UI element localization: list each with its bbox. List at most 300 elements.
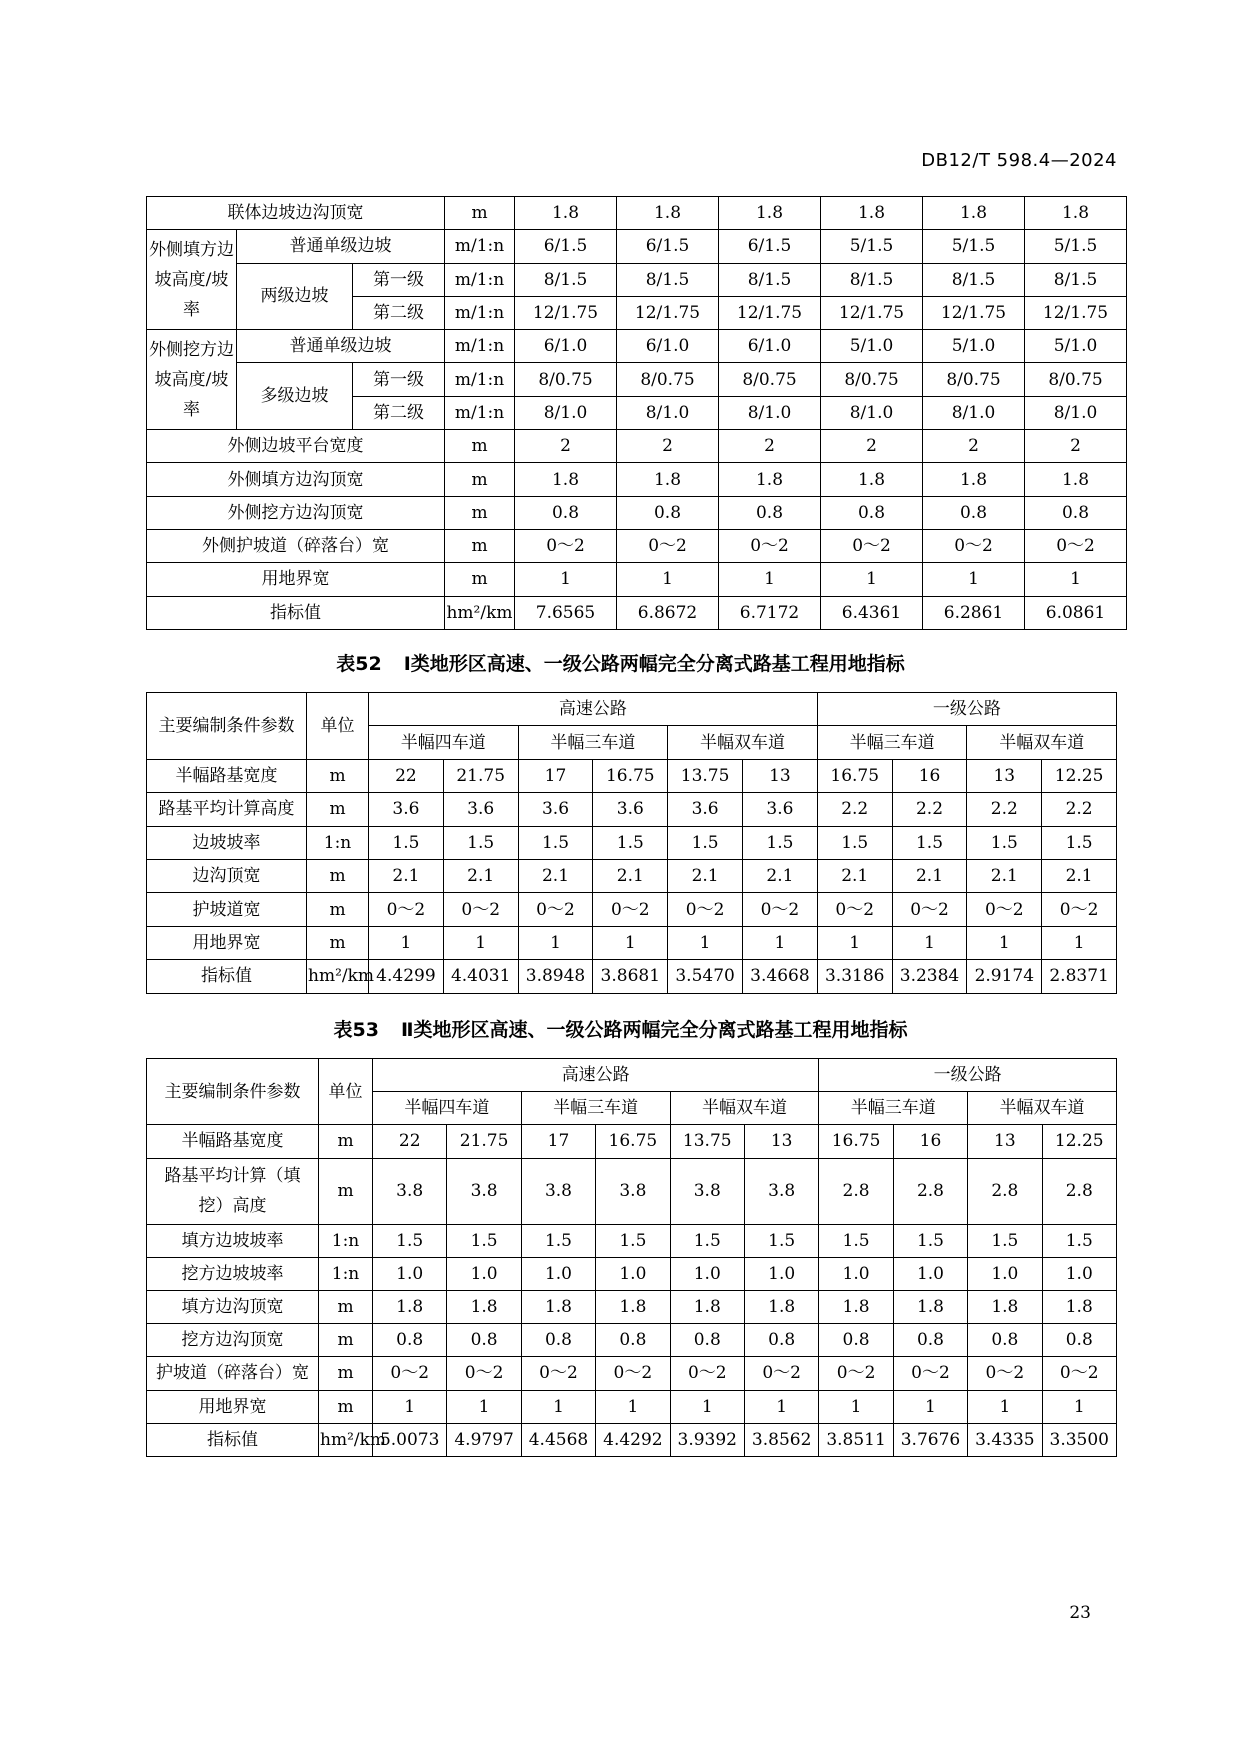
value-cell: 0～2 <box>1042 893 1117 926</box>
table-row <box>147 1324 1117 1357</box>
value-cell: 1.5 <box>670 1224 744 1257</box>
unit-cell: m <box>319 1125 373 1158</box>
value-cell: 1.8 <box>923 197 1025 230</box>
value-cell: 3.8562 <box>744 1423 818 1456</box>
table-row <box>147 496 1127 529</box>
unit-cell: m <box>445 430 515 463</box>
unit-cell: m <box>445 197 515 230</box>
value-cell: 1 <box>521 1390 595 1423</box>
value-cell: 5.0073 <box>373 1423 447 1456</box>
sub-label: 普通单级边坡 <box>237 230 445 263</box>
value-cell: 1.0 <box>1042 1257 1116 1290</box>
value-cell: 0～2 <box>719 529 821 562</box>
page-number: 23 <box>1069 1603 1091 1623</box>
value-cell: 3.8948 <box>518 960 593 993</box>
value-cell: 1.8 <box>515 197 617 230</box>
value-cell: 1.5 <box>744 1224 818 1257</box>
value-cell: 1.8 <box>719 463 821 496</box>
value-cell: 3.8 <box>744 1158 818 1224</box>
value-cell: 1.8 <box>596 1290 670 1323</box>
value-cell: 2 <box>617 430 719 463</box>
table-row <box>147 1390 1117 1423</box>
value-cell: 6.8672 <box>617 596 719 629</box>
value-cell: 0～2 <box>1025 529 1127 562</box>
value-cell: 1.5 <box>968 1224 1042 1257</box>
value-cell: 8/1.5 <box>821 263 923 296</box>
table-row <box>147 463 1127 496</box>
caption-text: Ⅰ类地形区高速、一级公路两幅完全分离式路基工程用地指标 <box>403 653 905 675</box>
value-cell: 13 <box>744 1125 818 1158</box>
value-cell: 8/1.5 <box>719 263 821 296</box>
value-cell: 2.9174 <box>967 960 1042 993</box>
value-cell: 0～2 <box>817 893 892 926</box>
value-cell: 0.8 <box>744 1324 818 1357</box>
value-cell: 2 <box>821 430 923 463</box>
row-label: 外侧护坡道（碎落台）宽 <box>147 529 445 562</box>
value-cell: 1 <box>968 1390 1042 1423</box>
value-cell: 2.2 <box>817 793 892 826</box>
header-group: 高速公路 <box>373 1059 819 1092</box>
row-label: 边坡坡率 <box>147 826 307 859</box>
value-cell: 2.1 <box>892 859 967 892</box>
value-cell: 1.5 <box>1042 1224 1116 1257</box>
value-cell: 6/1.0 <box>719 330 821 363</box>
header-sub: 半幅双车道 <box>968 1092 1117 1125</box>
value-cell: 3.4335 <box>968 1423 1042 1456</box>
table-row <box>147 330 1127 363</box>
value-cell: 21.75 <box>447 1125 521 1158</box>
row-label: 路基平均计算（填挖）高度 <box>147 1158 319 1224</box>
value-cell: 6/1.0 <box>617 330 719 363</box>
caption-number: 表53 <box>333 1019 379 1041</box>
value-cell: 13.75 <box>670 1125 744 1158</box>
value-cell: 1.8 <box>719 197 821 230</box>
value-cell: 1.0 <box>893 1257 967 1290</box>
value-cell: 1 <box>744 1390 818 1423</box>
value-cell: 0～2 <box>742 893 817 926</box>
value-cell: 1 <box>515 563 617 596</box>
value-cell: 1.0 <box>670 1257 744 1290</box>
value-cell: 3.9392 <box>670 1423 744 1456</box>
row-label: 挖方边坡坡率 <box>147 1257 319 1290</box>
value-cell: 2.8 <box>819 1158 893 1224</box>
value-cell: 22 <box>373 1125 447 1158</box>
value-cell: 8/0.75 <box>719 363 821 396</box>
value-cell: 3.8 <box>596 1158 670 1224</box>
value-cell: 1 <box>892 926 967 959</box>
value-cell: 12/1.75 <box>821 296 923 329</box>
value-cell: 2.1 <box>742 859 817 892</box>
header-sub: 半幅三车道 <box>518 726 668 759</box>
table-53 <box>146 1058 1117 1457</box>
header-group: 一级公路 <box>817 693 1116 726</box>
value-cell: 17 <box>521 1125 595 1158</box>
unit-cell: m <box>319 1324 373 1357</box>
value-cell: 2.2 <box>967 793 1042 826</box>
value-cell: 6/1.0 <box>515 330 617 363</box>
value-cell: 12.25 <box>1042 1125 1116 1158</box>
row-label: 护坡道宽 <box>147 893 307 926</box>
group-label: 外侧挖方边坡高度/坡率 <box>147 330 237 430</box>
value-cell: 1.0 <box>447 1257 521 1290</box>
value-cell: 0.8 <box>670 1324 744 1357</box>
value-cell: 1.8 <box>447 1290 521 1323</box>
value-cell: 8/0.75 <box>515 363 617 396</box>
value-cell: 8/1.5 <box>923 263 1025 296</box>
unit-cell: m <box>319 1390 373 1423</box>
unit-cell: m/1:n <box>445 330 515 363</box>
value-cell: 0.8 <box>447 1324 521 1357</box>
unit-cell: m <box>307 926 369 959</box>
value-cell: 1.5 <box>742 826 817 859</box>
value-cell: 1 <box>593 926 668 959</box>
value-cell: 1 <box>369 926 444 959</box>
value-cell: 0～2 <box>515 529 617 562</box>
value-cell: 1.8 <box>1042 1290 1116 1323</box>
table-row <box>147 759 1117 792</box>
value-cell: 1.5 <box>518 826 593 859</box>
value-cell: 2.1 <box>817 859 892 892</box>
table-row <box>147 563 1127 596</box>
table-row <box>147 197 1127 230</box>
table-row <box>147 1423 1117 1456</box>
value-cell: 1.8 <box>821 197 923 230</box>
table-row <box>147 529 1127 562</box>
header-sub: 半幅三车道 <box>819 1092 968 1125</box>
value-cell: 1.5 <box>593 826 668 859</box>
value-cell: 8/1.0 <box>1025 396 1127 429</box>
unit-cell: m/1:n <box>445 363 515 396</box>
header-sub: 半幅双车道 <box>967 726 1117 759</box>
value-cell: 1.8 <box>521 1290 595 1323</box>
value-cell: 3.8681 <box>593 960 668 993</box>
table-row <box>147 960 1117 993</box>
value-cell: 5/1.0 <box>821 330 923 363</box>
value-cell: 2.1 <box>1042 859 1117 892</box>
table-row <box>147 1158 1117 1224</box>
table-row <box>147 1224 1117 1257</box>
value-cell: 1 <box>617 563 719 596</box>
value-cell: 2 <box>719 430 821 463</box>
value-cell: 16.75 <box>593 759 668 792</box>
value-cell: 1.8 <box>821 463 923 496</box>
value-cell: 12/1.75 <box>617 296 719 329</box>
value-cell: 1.5 <box>892 826 967 859</box>
value-cell: 1.0 <box>373 1257 447 1290</box>
value-cell: 2.1 <box>593 859 668 892</box>
value-cell: 1.8 <box>819 1290 893 1323</box>
value-cell: 1 <box>1025 563 1127 596</box>
unit-cell: m/1:n <box>445 396 515 429</box>
value-cell: 3.8 <box>670 1158 744 1224</box>
table-row <box>147 1290 1117 1323</box>
table-row <box>147 926 1117 959</box>
row-label: 联体边坡边沟顶宽 <box>147 197 445 230</box>
value-cell: 2.8 <box>893 1158 967 1224</box>
value-cell: 3.8 <box>373 1158 447 1224</box>
table-row <box>147 1125 1117 1158</box>
row-label: 外侧填方边沟顶宽 <box>147 463 445 496</box>
value-cell: 1.8 <box>617 197 719 230</box>
value-cell: 2.2 <box>1042 793 1117 826</box>
value-cell: 1.5 <box>521 1224 595 1257</box>
value-cell: 4.4031 <box>443 960 518 993</box>
value-cell: 1.8 <box>1025 463 1127 496</box>
table-52-caption <box>0 649 1241 676</box>
table-row <box>147 793 1117 826</box>
value-cell: 1.5 <box>443 826 518 859</box>
value-cell: 1.5 <box>967 826 1042 859</box>
value-cell: 2 <box>1025 430 1127 463</box>
value-cell: 8/0.75 <box>1025 363 1127 396</box>
value-cell: 1.8 <box>373 1290 447 1323</box>
value-cell: 0～2 <box>819 1357 893 1390</box>
unit-cell: m <box>307 759 369 792</box>
value-cell: 3.6 <box>369 793 444 826</box>
table-row <box>147 1357 1117 1390</box>
value-cell: 8/1.0 <box>719 396 821 429</box>
value-cell: 1.8 <box>923 463 1025 496</box>
unit-cell: m <box>307 859 369 892</box>
value-cell: 2 <box>515 430 617 463</box>
value-cell: 12/1.75 <box>719 296 821 329</box>
value-cell: 1.0 <box>596 1257 670 1290</box>
value-cell: 6.4361 <box>821 596 923 629</box>
table-continued <box>146 196 1127 630</box>
value-cell: 3.8511 <box>819 1423 893 1456</box>
value-cell: 12/1.75 <box>923 296 1025 329</box>
unit-cell: m/1:n <box>445 263 515 296</box>
value-cell: 8/1.0 <box>617 396 719 429</box>
unit-cell: hm²/km <box>307 960 369 993</box>
value-cell: 0.8 <box>1042 1324 1116 1357</box>
header-unit: 单位 <box>319 1059 373 1125</box>
table-row <box>147 1257 1117 1290</box>
value-cell: 1.0 <box>744 1257 818 1290</box>
value-cell: 1 <box>742 926 817 959</box>
sub-label: 两级边坡 <box>237 263 353 330</box>
unit-cell: m/1:n <box>445 296 515 329</box>
value-cell: 0～2 <box>668 893 743 926</box>
unit-cell: m <box>319 1290 373 1323</box>
value-cell: 0.8 <box>923 496 1025 529</box>
document-code: DB12/T 598.4—2024 <box>921 150 1117 171</box>
value-cell: 1.0 <box>968 1257 1042 1290</box>
value-cell: 0～2 <box>744 1357 818 1390</box>
value-cell: 1.5 <box>668 826 743 859</box>
header-param: 主要编制条件参数 <box>147 693 307 760</box>
value-cell: 0.8 <box>1025 496 1127 529</box>
value-cell: 8/1.0 <box>821 396 923 429</box>
value-cell: 1.5 <box>596 1224 670 1257</box>
unit-cell: 1:n <box>307 826 369 859</box>
value-cell: 1.8 <box>893 1290 967 1323</box>
value-cell: 0.8 <box>617 496 719 529</box>
value-cell: 3.8 <box>521 1158 595 1224</box>
table-header-row <box>147 1059 1117 1092</box>
row-label: 路基平均计算高度 <box>147 793 307 826</box>
value-cell: 6.0861 <box>1025 596 1127 629</box>
value-cell: 12.25 <box>1042 759 1117 792</box>
unit-cell: m <box>307 793 369 826</box>
value-cell: 1 <box>719 563 821 596</box>
row-label: 护坡道（碎落台）宽 <box>147 1357 319 1390</box>
value-cell: 8/1.5 <box>515 263 617 296</box>
value-cell: 1.8 <box>1025 197 1127 230</box>
value-cell: 0.8 <box>821 496 923 529</box>
value-cell: 0～2 <box>1042 1357 1116 1390</box>
unit-cell: hm²/km <box>445 596 515 629</box>
value-cell: 4.4299 <box>369 960 444 993</box>
value-cell: 0～2 <box>821 529 923 562</box>
table-header-row <box>147 693 1117 726</box>
header-sub: 半幅三车道 <box>817 726 967 759</box>
value-cell: 0～2 <box>518 893 593 926</box>
value-cell: 1.8 <box>617 463 719 496</box>
value-cell: 1 <box>443 926 518 959</box>
header-sub: 半幅双车道 <box>670 1092 819 1125</box>
value-cell: 1 <box>817 926 892 959</box>
value-cell: 3.7676 <box>893 1423 967 1456</box>
value-cell: 8/1.5 <box>1025 263 1127 296</box>
value-cell: 2.8 <box>1042 1158 1116 1224</box>
sub-label: 多级边坡 <box>237 363 353 430</box>
value-cell: 12/1.75 <box>1025 296 1127 329</box>
value-cell: 3.6 <box>668 793 743 826</box>
value-cell: 1.8 <box>670 1290 744 1323</box>
row-label: 半幅路基宽度 <box>147 759 307 792</box>
value-cell: 5/1.5 <box>923 230 1025 263</box>
table-row <box>147 363 1127 396</box>
level-label: 第一级 <box>353 363 445 396</box>
unit-cell: m <box>307 893 369 926</box>
value-cell: 1 <box>819 1390 893 1423</box>
header-sub: 半幅四车道 <box>369 726 519 759</box>
value-cell: 0～2 <box>892 893 967 926</box>
value-cell: 12/1.75 <box>515 296 617 329</box>
value-cell: 1.8 <box>744 1290 818 1323</box>
value-cell: 1 <box>1042 926 1117 959</box>
row-label: 填方边坡坡率 <box>147 1224 319 1257</box>
value-cell: 1.0 <box>819 1257 893 1290</box>
header-group: 高速公路 <box>369 693 818 726</box>
table-52 <box>146 692 1117 994</box>
value-cell: 3.5470 <box>668 960 743 993</box>
row-label: 指标值 <box>147 1423 319 1456</box>
value-cell: 3.2384 <box>892 960 967 993</box>
value-cell: 0～2 <box>596 1357 670 1390</box>
value-cell: 13 <box>967 759 1042 792</box>
header-sub: 半幅四车道 <box>373 1092 522 1125</box>
value-cell: 16.75 <box>817 759 892 792</box>
level-label: 第二级 <box>353 396 445 429</box>
value-cell: 0.8 <box>968 1324 1042 1357</box>
value-cell: 1.5 <box>447 1224 521 1257</box>
value-cell: 6.7172 <box>719 596 821 629</box>
group-label: 外侧填方边坡高度/坡率 <box>147 230 237 330</box>
value-cell: 1 <box>967 926 1042 959</box>
unit-cell: hm²/km <box>319 1423 373 1456</box>
header-sub: 半幅双车道 <box>668 726 818 759</box>
header-param: 主要编制条件参数 <box>147 1059 319 1125</box>
value-cell: 7.6565 <box>515 596 617 629</box>
value-cell: 13 <box>968 1125 1042 1158</box>
value-cell: 0～2 <box>923 529 1025 562</box>
value-cell: 4.4568 <box>521 1423 595 1456</box>
value-cell: 0～2 <box>967 893 1042 926</box>
value-cell: 0～2 <box>521 1357 595 1390</box>
value-cell: 8/0.75 <box>821 363 923 396</box>
value-cell: 1 <box>596 1390 670 1423</box>
unit-cell: 1:n <box>319 1257 373 1290</box>
row-label: 填方边沟顶宽 <box>147 1290 319 1323</box>
value-cell: 0～2 <box>369 893 444 926</box>
value-cell: 0.8 <box>893 1324 967 1357</box>
header-sub: 半幅三车道 <box>521 1092 670 1125</box>
value-cell: 0～2 <box>670 1357 744 1390</box>
value-cell: 22 <box>369 759 444 792</box>
value-cell: 3.3500 <box>1042 1423 1116 1456</box>
value-cell: 0.8 <box>719 496 821 529</box>
value-cell: 8/1.0 <box>515 396 617 429</box>
value-cell: 1 <box>893 1390 967 1423</box>
table-row <box>147 859 1117 892</box>
value-cell: 16 <box>892 759 967 792</box>
header-unit: 单位 <box>307 693 369 760</box>
value-cell: 1 <box>668 926 743 959</box>
value-cell: 0～2 <box>617 529 719 562</box>
value-cell: 0.8 <box>515 496 617 529</box>
value-cell: 0.8 <box>521 1324 595 1357</box>
row-label: 挖方边沟顶宽 <box>147 1324 319 1357</box>
value-cell: 4.9797 <box>447 1423 521 1456</box>
value-cell: 1 <box>1042 1390 1116 1423</box>
value-cell: 1.0 <box>521 1257 595 1290</box>
table-53-caption <box>0 1015 1241 1042</box>
value-cell: 0.8 <box>596 1324 670 1357</box>
value-cell: 1 <box>670 1390 744 1423</box>
table-row <box>147 826 1117 859</box>
value-cell: 1.5 <box>893 1224 967 1257</box>
unit-cell: m <box>445 563 515 596</box>
value-cell: 2.1 <box>967 859 1042 892</box>
value-cell: 0～2 <box>443 893 518 926</box>
value-cell: 16.75 <box>596 1125 670 1158</box>
value-cell: 16.75 <box>819 1125 893 1158</box>
value-cell: 6/1.5 <box>515 230 617 263</box>
value-cell: 1 <box>518 926 593 959</box>
value-cell: 0～2 <box>968 1357 1042 1390</box>
value-cell: 8/0.75 <box>923 363 1025 396</box>
row-label: 用地界宽 <box>147 1390 319 1423</box>
value-cell: 3.4668 <box>742 960 817 993</box>
value-cell: 13.75 <box>668 759 743 792</box>
value-cell: 1.5 <box>819 1224 893 1257</box>
caption-number: 表52 <box>336 653 382 675</box>
row-label: 外侧边坡平台宽度 <box>147 430 445 463</box>
value-cell: 3.8 <box>447 1158 521 1224</box>
unit-cell: m <box>445 463 515 496</box>
value-cell: 3.6 <box>742 793 817 826</box>
value-cell: 0～2 <box>373 1357 447 1390</box>
table-row <box>147 893 1117 926</box>
value-cell: 2.1 <box>443 859 518 892</box>
unit-cell: m <box>445 529 515 562</box>
row-label: 用地界宽 <box>147 563 445 596</box>
value-cell: 16 <box>893 1125 967 1158</box>
value-cell: 13 <box>742 759 817 792</box>
value-cell: 8/0.75 <box>617 363 719 396</box>
